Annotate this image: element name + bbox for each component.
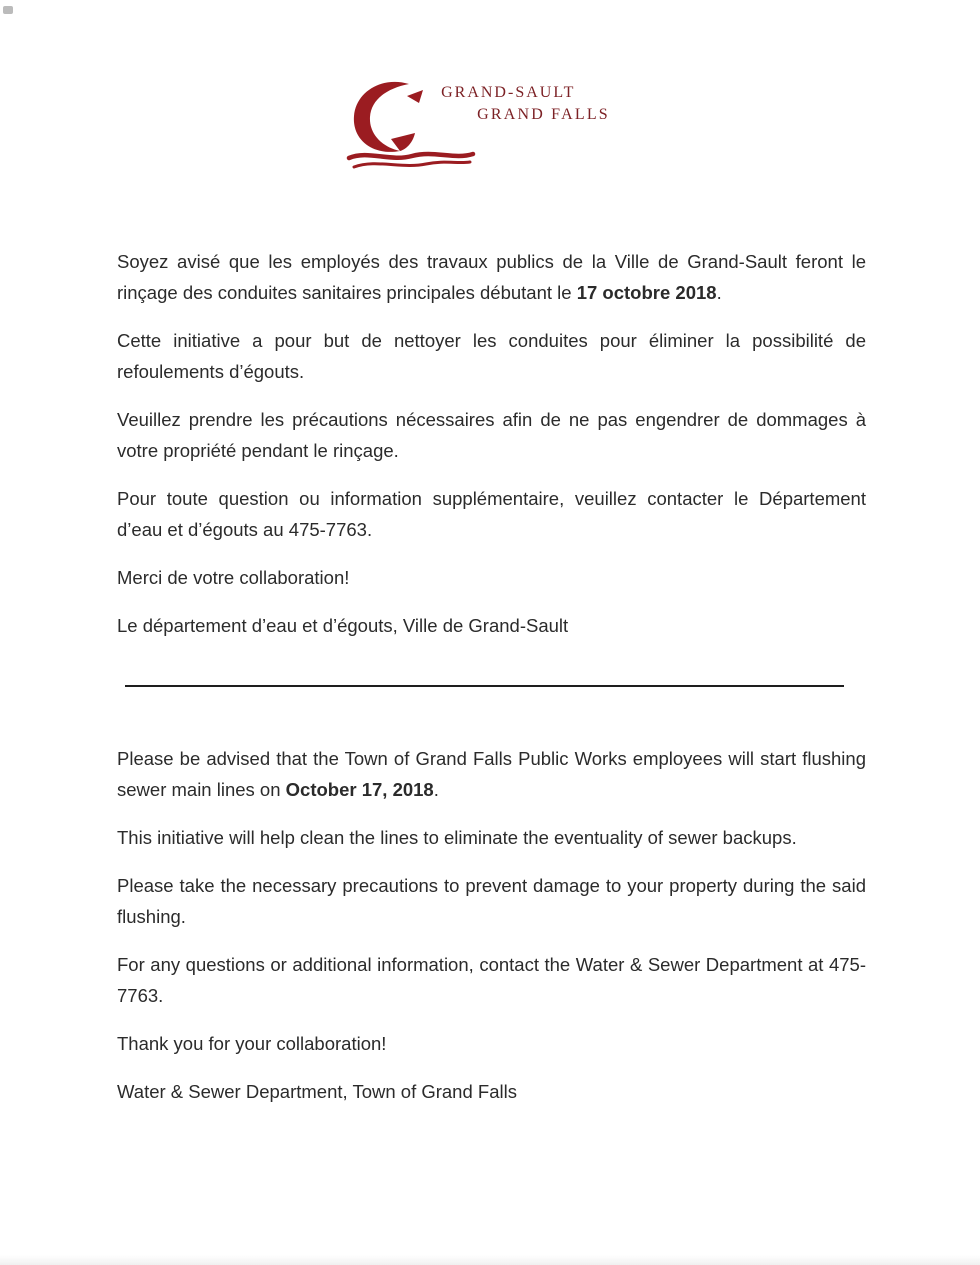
french-signature: Le département d’eau et d’égouts, Ville de Grand-Sault [117, 615, 569, 636]
bold-date-english: October 17, 2018 [285, 779, 434, 800]
french-paragraph-2: Cette initiative a pour but de nettoyer les conduites pour éliminer la possibilité de refoulements d’égouts. [117, 330, 866, 382]
text: Soyez avisé que les employés des travaux publics de la Ville de Grand-Sault feront le rinçage des conduites sanitaires principales débutant le [117, 251, 866, 303]
english-paragraph-2: This initiative will help clean the lines to eliminate the eventuality of sewer backups. [117, 827, 797, 848]
english-paragraph-3: Please take the necessary precautions to prevent damage to your property during the said flushing. [117, 875, 866, 927]
town-logo [89, 76, 866, 172]
english-paragraph-1 [117, 743, 866, 805]
text: . [433, 779, 439, 800]
french-paragraph-5: Merci de votre collaboration! [117, 567, 350, 588]
section-divider [125, 685, 844, 687]
logo-name-french: GRAND-SAULT [441, 84, 576, 101]
scan-edge [0, 1255, 980, 1265]
french-section [117, 246, 866, 641]
text: . [716, 282, 722, 303]
french-paragraph-3: Veuillez prendre les précautions nécessaires afin de ne pas engendrer de dommages à votre propriété pendant le rinçage. [117, 409, 866, 461]
logo-name-english: GRAND FALLS [477, 106, 610, 123]
bold-date-french: 17 octobre 2018 [576, 282, 717, 303]
english-paragraph-4: For any questions or additional information, contact the Water & Sewer Department at 475-7763. [117, 954, 866, 1006]
english-signature: Water & Sewer Department, Town of Grand Falls [117, 1081, 517, 1102]
text: Please be advised that the Town of Grand Falls Public Works employees will start flushing sewer main lines on [117, 748, 866, 800]
english-section [117, 743, 866, 1107]
english-paragraph-5: Thank you for your collaboration! [117, 1033, 387, 1054]
french-paragraph-1 [117, 246, 866, 308]
logo-wordmark [441, 76, 610, 124]
french-paragraph-4: Pour toute question ou information supplémentaire, veuillez contacter le Département d’eau et d’égouts au 475-7763. [117, 488, 866, 540]
